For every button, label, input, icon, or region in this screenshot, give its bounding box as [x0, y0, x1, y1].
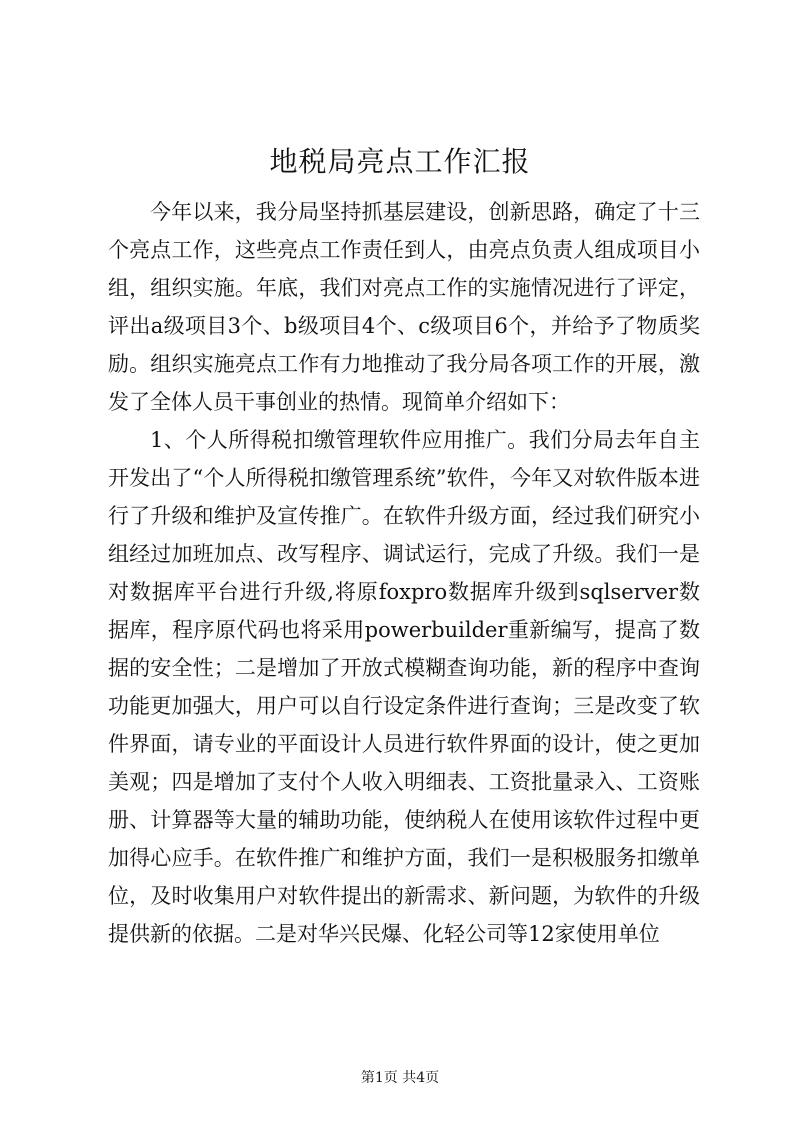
document-body [108, 193, 700, 953]
document-title: 地税局亮点工作汇报 [269, 145, 531, 178]
paragraph-software-promotion: 1、个人所得税扣缴管理软件应用推广。我们分局去年自主开发出了“个人所得税扣缴管理系统”软件，今年又对软件版本进行了升级和维护及宣传推广。在软件升级方面，经过我们研究小组经过加班加点、改写程序、调试运行，完成了升级。我们一是对数据库平台进行升级,将原foxpro数据库升级到sqlserver数据库，程序原代码也将采用powerbuilder重新编写，提高了数据的安全性；二是增加了开放式模糊查询功能，新的程序中查询功能更加强大，用户可以自行设定条件进行查询；三是改变了软件界面，请专业的平面设计人员进行软件界面的设计，使之更加美观；四是增加了支付个人收入明细表、工资批量录入、工资账册、计算器等大量的辅助功能，使纳税人在使用该软件过程中更加得心应手。在软件推广和维护方面，我们一是积极服务扣缴单位，及时收集用户对软件提出的新需求、新问题，为软件的升级提供新的依据。二是对华兴民爆、化轻公司等12家使用单位 [108, 428, 700, 946]
paragraph-intro: 今年以来，我分局坚持抓基层建设，创新思路，确定了十三个亮点工作，这些亮点工作责任到人，由亮点负责人组成项目小组，组织实施。年底，我们对亮点工作的实施情况进行了评定，评出a级项目3个、b级项目4个、c级项目6个，并给予了物质奖励。组织实施亮点工作有力地推动了我分局各项工作的开展，激发了全体人员干事创业的热情。现简单介绍如下： [108, 200, 700, 414]
page-footer: 第1页 共4页 [360, 1070, 440, 1086]
